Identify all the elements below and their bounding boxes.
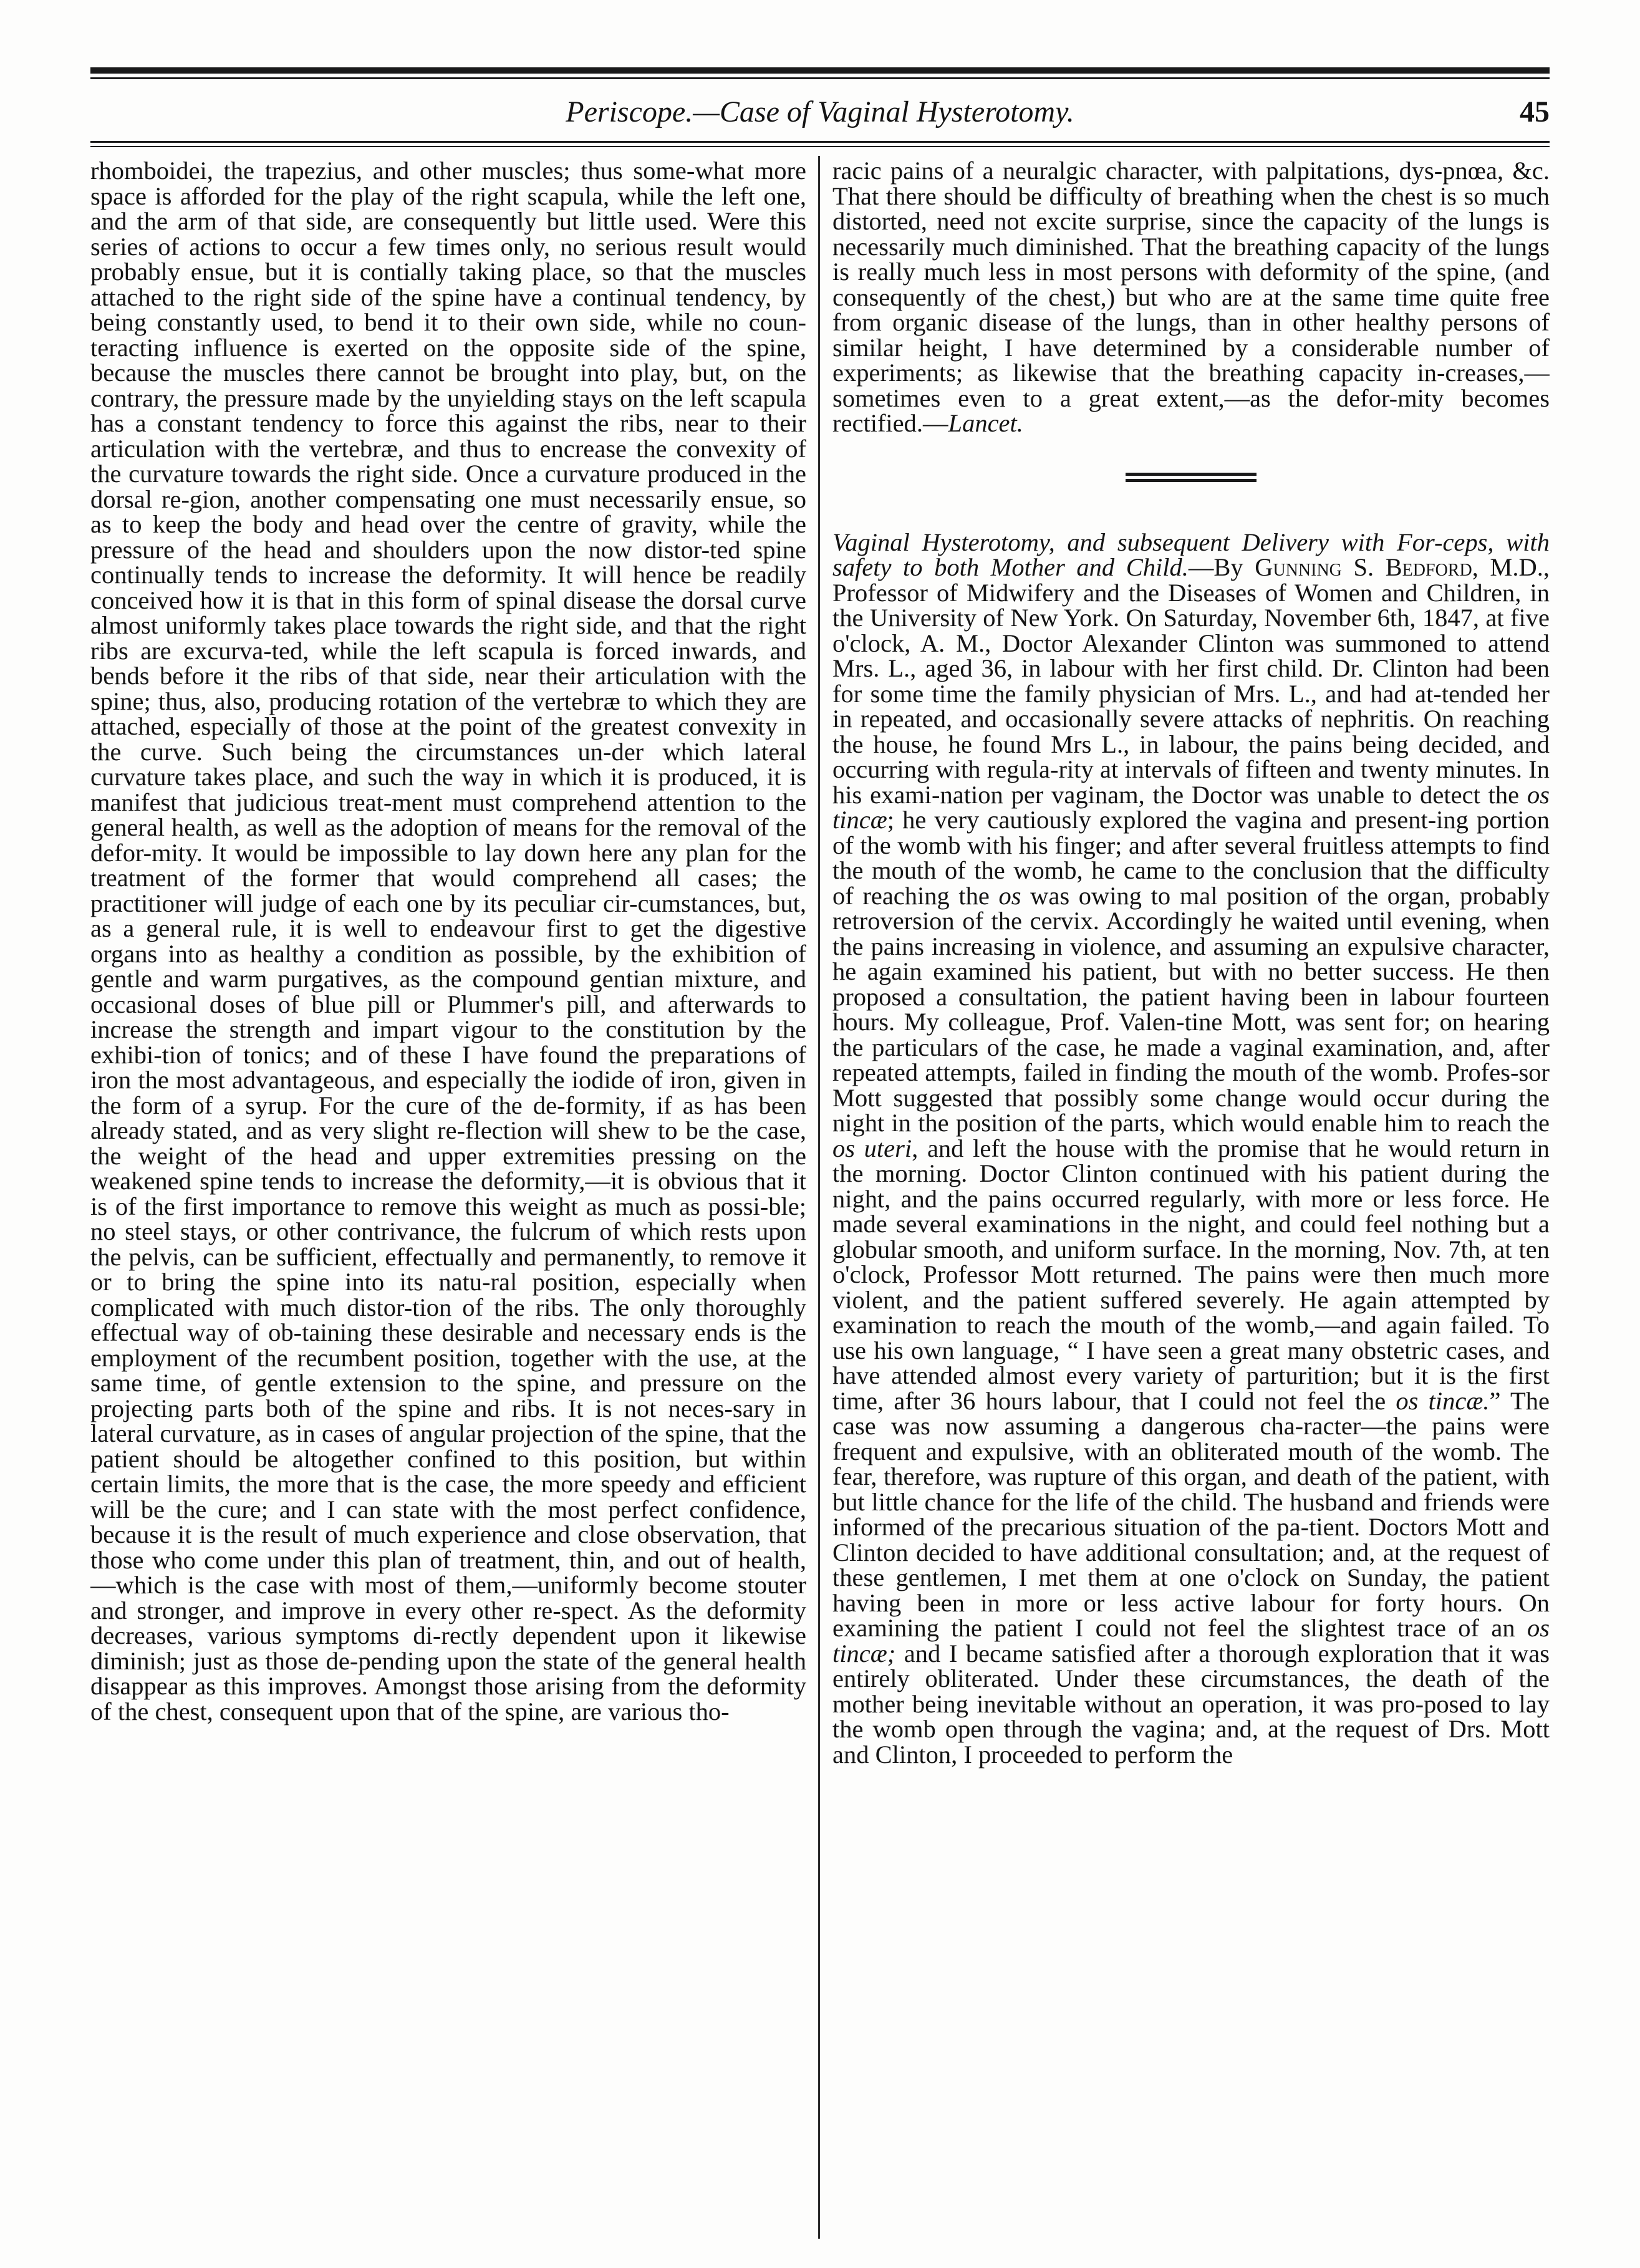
left-column-paragraph: rhomboidei, the trapezius, and other muscles; thus some-what more space is afforded for the play of the right scapula, while the left one, and the arm of that side, are consequently but little used. Were this series of actions to occur a few times only, no serious result would probably ensue, but it is contially taking place, so that the muscles attached to the right side of the spine have a continual tendency, by being constantly used, to bend it to their own side, while no coun-teracting influence is exerted on the opposite side of the spine, because the muscles there cannot be brought into play, but, on the contrary, the pressure made by the unyielding stays on the left scapula has a constant tendency to force this against the ribs, near to their articulation with the vertebræ, and thus to encrease the convexity of the curvature towards the right side. Once a curvature produced in the dorsal re-gion, another compensating one must necessarily ensue, so as to keep the body and head over the centre of gravity, while the pressure of the head and shoulders upon the now distor-ted spine continually tends to increase the deformity. It will hence be readily conceived how it is that in this form of spinal disease the dorsal curve almost uniformly takes place towards the right side, and that the right ribs are excurva-ted, while the left scapula is forced inwards, and bends before it the ribs of that side, near their articulation with the spine; thus, also, producing rotation of the vertebræ to which they are attached, especially of those at the point of the greatest convexity in the curve. Such being the circumstances un-der which lateral curvature takes place, and such the way in which it is produced, it is manifest that judicious treat-ment must comprehend attention to the general health, as well as the adoption of means for the removal of the defor-mity. It would be impossible to lay down here any plan for the treatment of the former that would comprehend all cases; the practitioner will judge of each one by its peculiar cir-cumstances, but, as a general rule, it is well to endeavour first to get the digestive organs into as healthy a condition as possible, by the exhibition of gentle and warm purgatives, as the compound gentian mixture, and occasional doses of blue pill or Plummer's pill, and afterwards to increase the strength and impart vigour to the constitution by the exhibi-tion of tonics; and of these I have found the preparations of iron the most advantageous, and especially the iodide of iron, given in the form of a syrup. For the cure of the de-formity, if as has been already stated, and as very slight re-flection will shew to be the case, the weight of the head and upper extremities pressing on the weakened spine tends to increase the deformity,—it is obvious that it is of the first importance to remove this weight as much as possi-ble; no steel stays, or other contrivance, the fulcrum of which rests upon the pelvis, can be sufficient, effectually and permanently, to remove it or to bring the spine into its natu-ral position, especially when complicated with much distor-tion of the ribs. The only thoroughly effectual way of ob-taining these desirable and necessary ends is the employment of the recumbent position, together with the use, at the same time, of gentle extension to the spine, and pressure on the projecting parts both of the spine and ribs. It is not neces-sary in lateral curvature, as in cases of angular projection of the spine, that the patient should be altogether confined to this position, but within certain limits, the more that is the case, the more speedy and efficient will be the cure; and I can state with the most perfect confidence, because it is the result of much experience and close observation, that those who come under this plan of treatment, thin, and out of health,—which is the case with most of them,—uniformly become stouter and stronger, and improve in every other re-spect. As the deformity decreases, various symptoms di-rectly dependent upon it likewise diminish; just as those de-pending upon the state of the general health disappear as this improves. Amongst those arising from the deformity of the chest, consequent upon that of the spine, are various tho- — [90, 158, 806, 1725]
latin-term: os tincæ — [832, 780, 1550, 834]
article-paragraph — [832, 530, 1550, 1768]
article-body: On Saturday, November 6th, 1847, at five o'clock, A. M., Doctor Alexander Clinton was summoned to attend Mrs. L., aged 36, in labour with her first child. Dr. Clinton had been for some time the family physician of Mrs. L., and had at-tended her in repeated, and occasionally severe attacks of nephritis. On reaching the house, he found Mrs L., in labour, the pains being decided, and occurring with regula-rity at intervals of fifteen and twenty minutes. In his exami-nation per vaginam, the Doctor was unable to detect the — [832, 604, 1550, 809]
article-body: and I became satisfied after a thorough exploration that it was entirely obliterated. Under these circumstances, the death of the mother being inevitable without an operation, it was pro-posed to lay the womb open through the vagina; and, at the request of Drs. Mott and Clinton, I proceeded to perform the — [832, 1639, 1550, 1769]
separator-bar — [1126, 473, 1257, 476]
latin-term: os tincæ. — [1396, 1386, 1490, 1415]
running-title: Periscope.—Case of Vaginal Hysterotomy. — [566, 95, 1074, 128]
latin-term: os tincæ; — [832, 1614, 1550, 1667]
source-citation: Lancet. — [948, 409, 1023, 437]
left-column — [90, 158, 806, 2235]
latin-term: os uteri — [832, 1134, 912, 1162]
right-column — [832, 158, 1550, 2235]
header-rule — [90, 141, 1550, 143]
page-number: 45 — [1520, 95, 1550, 128]
section-separator — [832, 449, 1550, 499]
article-body: was owing to mal position of the organ, probably retroversion of the cervix. Accordingly he waited until evening, when the pains increasing in violence, and assuming an expulsive character, he again examined his patient, but with no better success. He then proposed a consultation, the patient having been in labour fourteen hours. My colleague, Prof. Valen-tine Mott, was sent for; on hearing the particulars of the case, he made a vaginal examination, and, after repeated attempts, failed in finding the mouth of the womb. Profes-sor Mott suggested that possibly some change would occur during the night in the position of the parts, which would enable him to reach the — [832, 881, 1550, 1137]
article-body: ; he very cautiously explored the vagina and present-ing portion of the womb with his finger; and after several fruitless attempts to find the mouth of the womb, he came to the conclusion that the difficulty of reaching the — [832, 806, 1550, 910]
lancet-excerpt-text: racic pains of a neuralgic character, with palpitations, dys-pnœa, &c. That there should be difficulty of breathing when the chest is so much distorted, need not excite surprise, since the capacity of the lungs is necessarily much diminished. That the breathing capacity of the lungs is really much less in most persons with deformity of the spine, (and consequently of the chest,) but who are at the same time quite free from organic disease of the lungs, than in other healthy persons of similar height, I have determined by a considerable number of experiments; as likewise that the breathing capacity in-creases,—sometimes even to a great extent,—as the defor-mity becomes rectified.— — [832, 158, 1550, 437]
article-intro: , M.D., Professor of Midwifery and the Diseases of Women and Children, in the University of New York. — [832, 553, 1550, 632]
header-rule-thin — [90, 146, 1550, 147]
separator-bar — [1126, 479, 1257, 482]
top-rule — [90, 67, 1550, 74]
running-head — [90, 87, 1550, 137]
column-divider — [818, 156, 820, 2239]
article-byline-prefix: —By — [1188, 553, 1255, 581]
article-body: , and left the house with the promise that he would return in the morning. Doctor Clinton continued with his patient during the night, and the pains occurred regularly, with more or less force. He made several examinations in the night, and could feel nothing but a globular smooth, and uniform surface. In the morning, Nov. 7th, at ten o'clock, Professor Mott returned. The pains were then much more violent, and the patient suffered severely. He again attempted by examination to reach the mouth of the womb,—and again failed. To use his own language, “ I have seen a great many obstetric cases, and have attended almost every variety of parturition; but it is the first time, after 36 hours labour, that I could not feel the — [832, 1134, 1550, 1415]
article-author: Gunning S. Bedford — [1255, 553, 1472, 581]
top-rule-thin — [90, 77, 1550, 79]
lancet-excerpt-paragraph — [832, 158, 1550, 437]
latin-term: os — [998, 881, 1021, 910]
article-title: Vaginal Hysterotomy, and subsequent Delivery with For-ceps, with safety to both Mother and Child. — [832, 528, 1550, 581]
article-body: ” The case was now assuming a dangerous cha-racter—the pains were frequent and expulsive, with an obliterated mouth of the womb. The fear, therefore, was rupture of this organ, and death of the patient, with but little chance for the life of the child. The husband and friends were informed of the precarious situation of the pa-tient. Doctors Mott and Clinton decided to have additional consultation; and, at the request of these gentlemen, I met them at one o'clock on Sunday, the patient having been in more or less active labour for forty hours. On examining the patient I could not feel the slightest trace of an — [832, 1386, 1550, 1642]
